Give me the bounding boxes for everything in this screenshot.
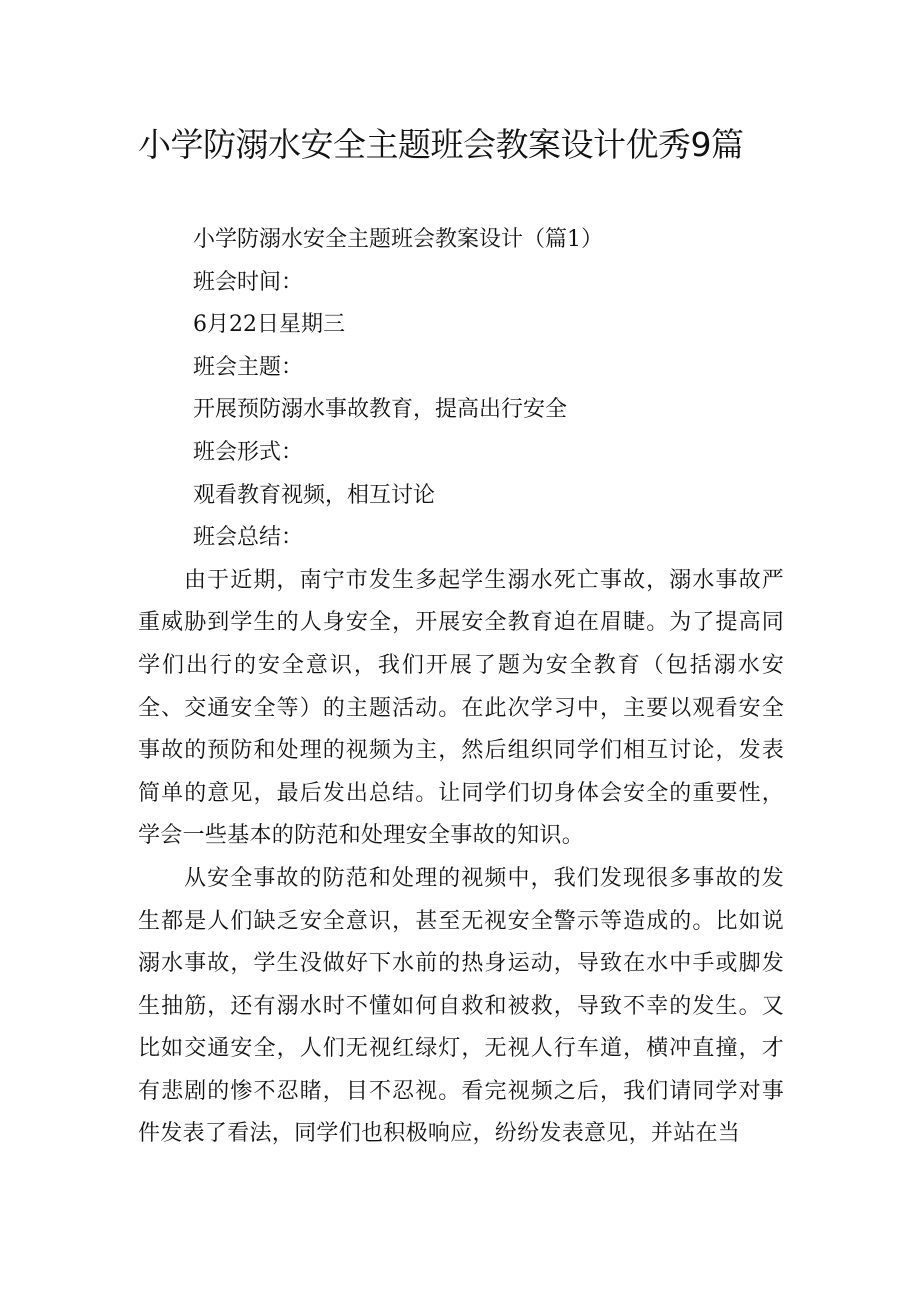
meeting-theme-value: 开展预防溺水事故教育，提高出行安全 <box>193 397 568 423</box>
meeting-theme-label: 班会主题： <box>193 354 304 380</box>
meeting-time-label: 班会时间： <box>193 269 304 295</box>
meeting-format-value: 观看教育视频，相互讨论 <box>193 482 436 508</box>
section-heading: 小学防溺水安全主题班会教案设计（篇1） <box>193 227 603 252</box>
meeting-time-value: 6月22日星期三 <box>193 312 345 338</box>
meeting-summary-label: 班会总结： <box>193 525 304 551</box>
summary-paragraph-1: 由于近期，南宁市发生多起学生溺水死亡事故，溺水事故严重威胁到学生的人身安全，开展安全教育迫在眉睫。为了提高同学们出行的安全意识，我们开展了题为安全教育（包括溺水安全、交通安全等）的主题活动。在此次学习中，主要以观看安全事故的预防和处理的视频为主，然后组织同学们相互讨论，发表简单的意见，最后发出总结。让同学们切身体会安全的重要性，学会一些基本的防范和处理安全事故的知识。 <box>138 567 784 849</box>
document-title: 小学防溺水安全主题班会教案设计优秀9篇 <box>138 125 744 164</box>
document-body <box>138 219 784 1156</box>
summary-paragraph-2: 从安全事故的防范和处理的视频中，我们发现很多事故的发生都是人们缺乏安全意识，甚至无视安全警示等造成的。比如说溺水事故，学生没做好下水前的热身运动，导致在水中手或脚发生抽筋，还有溺水时不懂如何自救和被救，导致不幸的发生。又比如交通安全，人们无视红绿灯，无视人行车道，横冲直撞，才有悲剧的惨不忍睹，目不忍视。看完视频之后，我们请同学对事件发表了看法，同学们也积极响应，纷纷发表意见，并站在当 <box>138 865 784 1147</box>
meeting-format-label: 班会形式： <box>193 439 304 465</box>
